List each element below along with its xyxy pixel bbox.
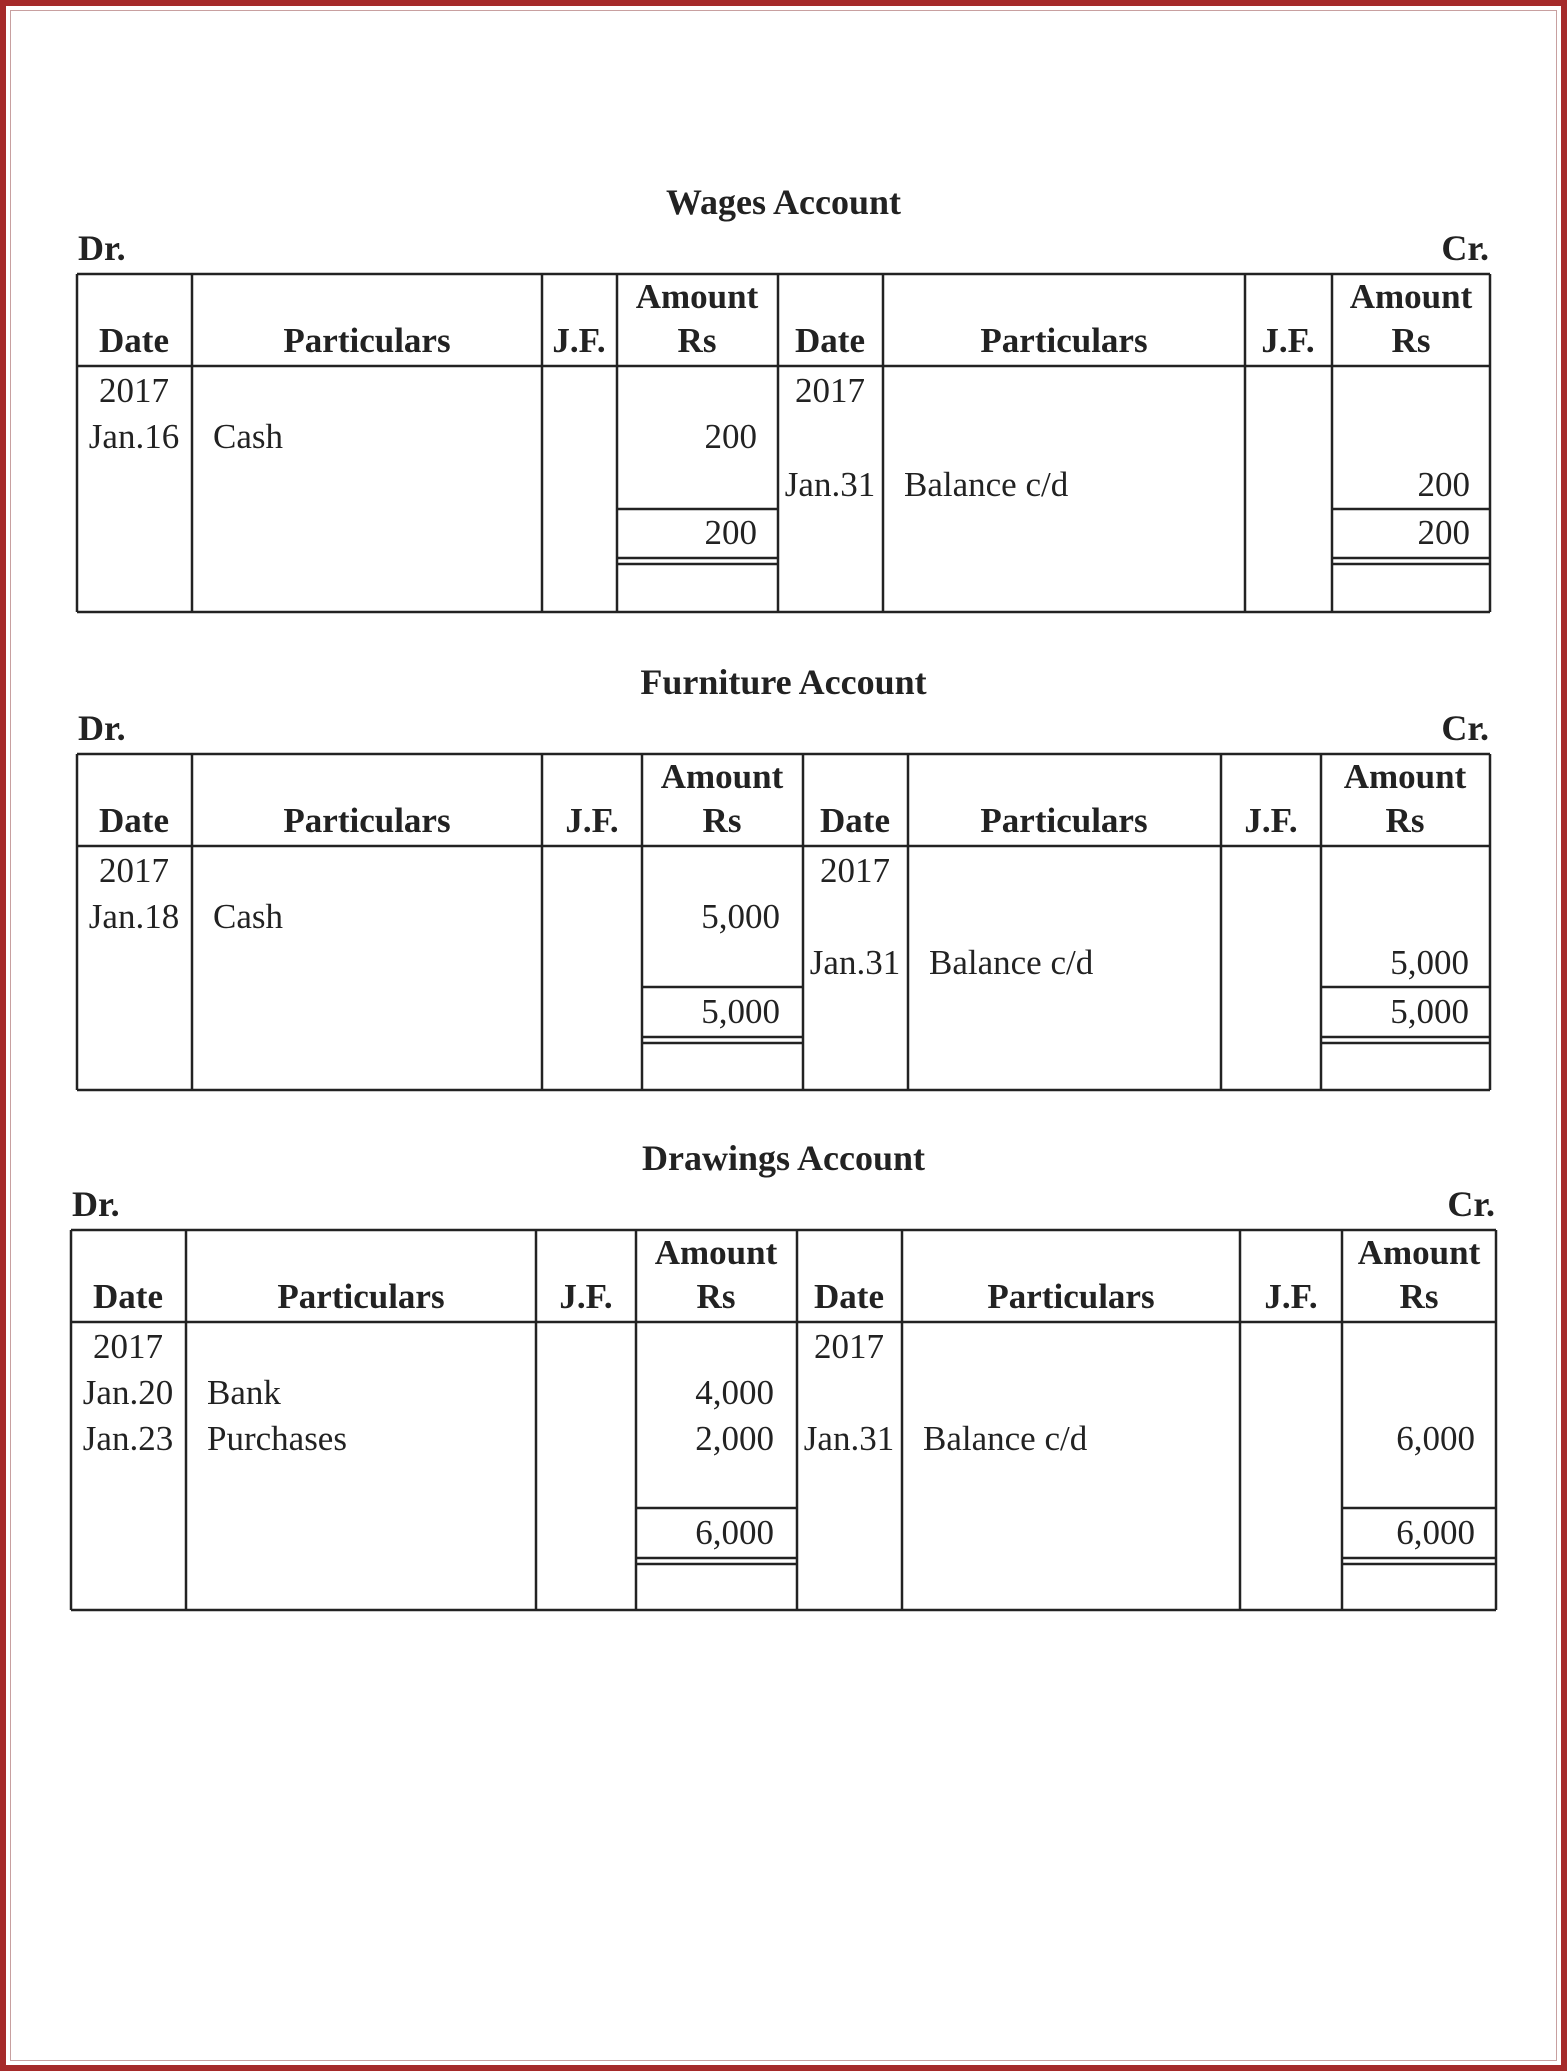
header-amount: Amount bbox=[654, 1233, 778, 1272]
credit-date: Jan.31 bbox=[784, 465, 876, 504]
credit-total: 6,000 bbox=[1396, 1513, 1475, 1552]
dr-label: Dr. bbox=[72, 1184, 120, 1224]
account-title: Furniture Account bbox=[640, 662, 927, 702]
header-date: Date bbox=[99, 801, 169, 840]
debit-year: 2017 bbox=[99, 851, 169, 890]
cr-label: Cr. bbox=[1441, 228, 1489, 268]
debit-total: 6,000 bbox=[695, 1513, 774, 1552]
header-amount: Amount bbox=[660, 757, 784, 796]
credit-year: 2017 bbox=[820, 851, 890, 890]
debit-particulars: Purchases bbox=[207, 1419, 347, 1458]
credit-date: Jan.31 bbox=[809, 943, 901, 982]
debit-particulars: Cash bbox=[213, 897, 283, 936]
header-jf: J.F. bbox=[1264, 1277, 1318, 1316]
debit-date: Jan.20 bbox=[82, 1373, 174, 1412]
header-particulars: Particulars bbox=[283, 801, 451, 840]
debit-date: Jan.18 bbox=[88, 897, 180, 936]
credit-particulars: Balance c/d bbox=[923, 1419, 1088, 1458]
header-jf: J.F. bbox=[565, 801, 619, 840]
debit-date: Jan.16 bbox=[88, 417, 180, 456]
credit-year: 2017 bbox=[814, 1327, 884, 1366]
header-rs: Rs bbox=[1391, 321, 1431, 360]
debit-particulars: Cash bbox=[213, 417, 283, 456]
header-amount: Amount bbox=[1343, 757, 1467, 796]
header-rs: Rs bbox=[696, 1277, 736, 1316]
credit-amount: 200 bbox=[1417, 465, 1470, 504]
credit-date: Jan.31 bbox=[803, 1419, 895, 1458]
header-date: Date bbox=[814, 1277, 884, 1316]
header-rs: Rs bbox=[1399, 1277, 1439, 1316]
header-particulars: Particulars bbox=[277, 1277, 445, 1316]
debit-amount: 200 bbox=[704, 417, 757, 456]
debit-amount: 5,000 bbox=[701, 897, 780, 936]
header-particulars: Particulars bbox=[980, 801, 1148, 840]
credit-amount: 5,000 bbox=[1390, 943, 1469, 982]
header-rs: Rs bbox=[1385, 801, 1425, 840]
header-amount: Amount bbox=[1349, 277, 1473, 316]
debit-amount: 2,000 bbox=[695, 1419, 774, 1458]
dr-label: Dr. bbox=[78, 228, 126, 268]
header-particulars: Particulars bbox=[980, 321, 1148, 360]
credit-particulars: Balance c/d bbox=[904, 465, 1069, 504]
furniture-account bbox=[75, 662, 1492, 1092]
header-date: Date bbox=[99, 321, 169, 360]
ledger-table bbox=[75, 272, 1492, 614]
header-rs: Rs bbox=[677, 321, 717, 360]
cr-label: Cr. bbox=[1441, 708, 1489, 748]
debit-total: 200 bbox=[704, 513, 757, 552]
account-title: Wages Account bbox=[665, 182, 901, 222]
header-particulars: Particulars bbox=[987, 1277, 1155, 1316]
header-date: Date bbox=[820, 801, 890, 840]
header-date: Date bbox=[795, 321, 865, 360]
header-amount: Amount bbox=[1357, 1233, 1481, 1272]
debit-date: Jan.23 bbox=[82, 1419, 174, 1458]
credit-total: 5,000 bbox=[1390, 992, 1469, 1031]
header-rs: Rs bbox=[702, 801, 742, 840]
account-title: Drawings Account bbox=[641, 1138, 925, 1178]
debit-year: 2017 bbox=[93, 1327, 163, 1366]
debit-amount: 4,000 bbox=[695, 1373, 774, 1412]
drawings-account bbox=[69, 1138, 1498, 1612]
debit-particulars: Bank bbox=[207, 1373, 281, 1412]
cr-label: Cr. bbox=[1447, 1184, 1495, 1224]
ledger-table bbox=[75, 752, 1492, 1092]
credit-total: 200 bbox=[1417, 513, 1470, 552]
debit-total: 5,000 bbox=[701, 992, 780, 1031]
header-amount: Amount bbox=[635, 277, 759, 316]
header-particulars: Particulars bbox=[283, 321, 451, 360]
dr-label: Dr. bbox=[78, 708, 126, 748]
debit-year: 2017 bbox=[99, 371, 169, 410]
header-jf: J.F. bbox=[1244, 801, 1298, 840]
header-jf: J.F. bbox=[552, 321, 606, 360]
credit-year: 2017 bbox=[795, 371, 865, 410]
header-jf: J.F. bbox=[1261, 321, 1315, 360]
header-jf: J.F. bbox=[559, 1277, 613, 1316]
ledger-table bbox=[69, 1228, 1498, 1612]
credit-particulars: Balance c/d bbox=[929, 943, 1094, 982]
credit-amount: 6,000 bbox=[1396, 1419, 1475, 1458]
header-date: Date bbox=[93, 1277, 163, 1316]
wages-account bbox=[75, 182, 1492, 614]
